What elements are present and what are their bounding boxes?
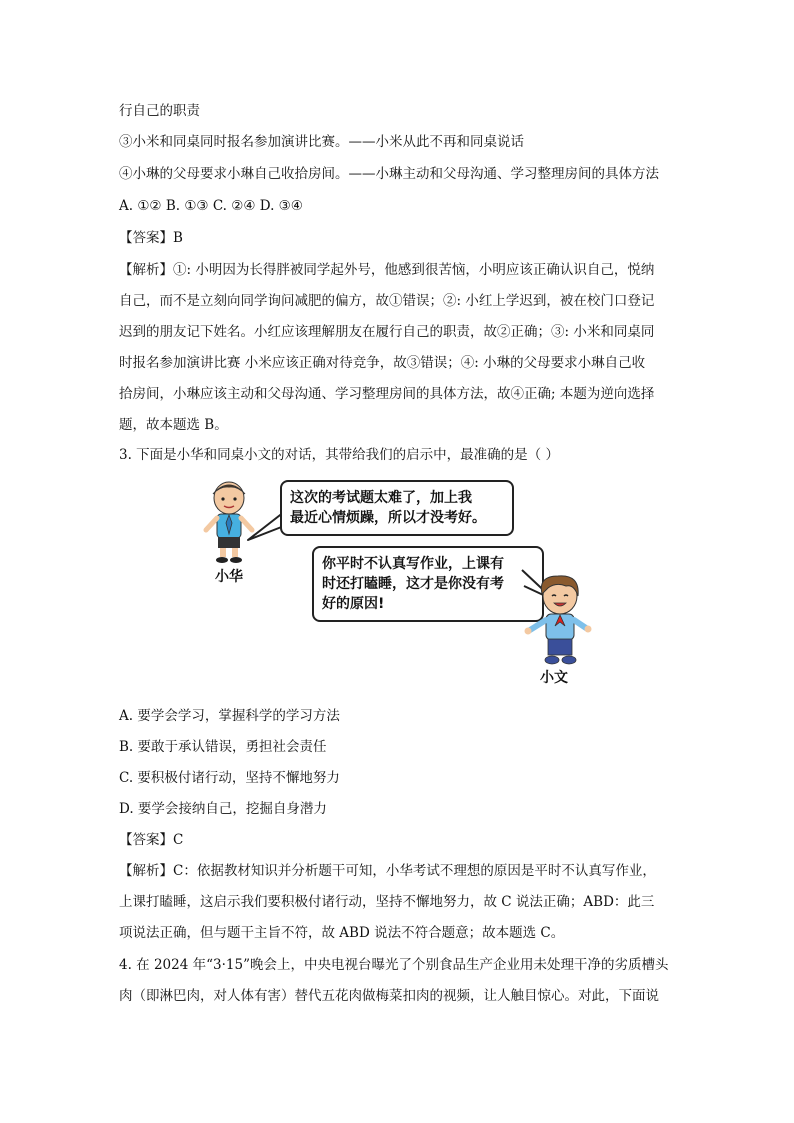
analysis-line: 【解析】①: 小明因为长得胖被同学起外号，他感到很苦恼，小明应该正确认识自己，悦纳 (119, 262, 655, 278)
answer-line: 【答案】C (119, 832, 184, 848)
option-d: D. 要学会接纳自己，挖掘自身潜力 (119, 801, 327, 817)
analysis-line: 【解析】C：依据教材知识并分析题干可知，小华考试不理想的原因是平时不认真写作业， (119, 863, 656, 879)
xiaowen-figure-icon (522, 572, 592, 670)
xiaohua-name-label: 小华 (215, 569, 243, 585)
bubble-text-line: 好的原因! (322, 596, 385, 612)
question-stem: 4. 在 2024 年“3·15”晚会上，中央电视台曝光了个别食品生产企业用未处理干净的劣质槽头 (119, 957, 669, 973)
analysis-line: 自己，而不是立刻向同学询问减肥的偏方，故①错误；②: 小红上学迟到，被在校门口登记 (119, 293, 655, 309)
xiaowen-name-label: 小文 (540, 670, 568, 686)
option-a: A. 要学会学习，掌握科学的学习方法 (119, 708, 340, 724)
text-line: ④小琳的父母要求小琳自己收拾房间。——小琳主动和父母沟通、学习整理房间的具体方法 (119, 166, 659, 182)
analysis-line: 拾房间，小琳应该主动和父母沟通、学习整理房间的具体方法，故④正确; 本题为逆向选择 (119, 386, 655, 402)
analysis-line: 项说法正确，但与题干主旨不符，故 ABD 说法不符合题意；故本题选 C。 (119, 925, 565, 941)
bubble-text-line: 这次的考试题太难了，加上我 (290, 490, 472, 506)
option-b: B. 要敢于承认错误，勇担社会责任 (119, 739, 327, 755)
options-line: A. ①② B. ①③ C. ②④ D. ③④ (119, 198, 303, 214)
text-line: 行自己的职责 (119, 103, 200, 119)
speech-bubble-xiaowen (312, 546, 544, 622)
speech-bubble-xiaohua (280, 480, 514, 536)
answer-line: 【答案】B (119, 230, 183, 246)
bubble-text-line: 你平时不认真写作业，上课有 (322, 556, 504, 572)
analysis-line: 上课打瞌睡，这启示我们要积极付诸行动，坚持不懈地努力，故 C 说法正确；ABD：此三 (119, 894, 655, 910)
analysis-line: 迟到的朋友记下姓名。小红应该理解朋友在履行自己的职责，故②正确；③: 小米和同桌同 (119, 324, 655, 340)
question-stem: 3. 下面是小华和同桌小文的对话，其带给我们的启示中，最准确的是（ ） (119, 447, 559, 463)
bubble-text-line: 时还打瞌睡，这才是你没有考 (322, 576, 504, 592)
question-stem: 肉（即淋巴肉，对人体有害）替代五花肉做梅菜扣肉的视频，让人触目惊心。对此，下面说 (119, 988, 659, 1004)
option-c: C. 要积极付诸行动，坚持不懈地努力 (119, 770, 340, 786)
text-line: ③小米和同桌同时报名参加演讲比赛。——小米从此不再和同桌说话 (119, 134, 524, 150)
analysis-line: 时报名参加演讲比赛 小米应该正确对待竞争，故③错误；④: 小琳的父母要求小琳自己收 (119, 355, 646, 371)
bubble-text-line: 最近心情烦躁，所以才没考好。 (290, 510, 486, 526)
analysis-line: 题，故本题选 B。 (119, 417, 228, 433)
